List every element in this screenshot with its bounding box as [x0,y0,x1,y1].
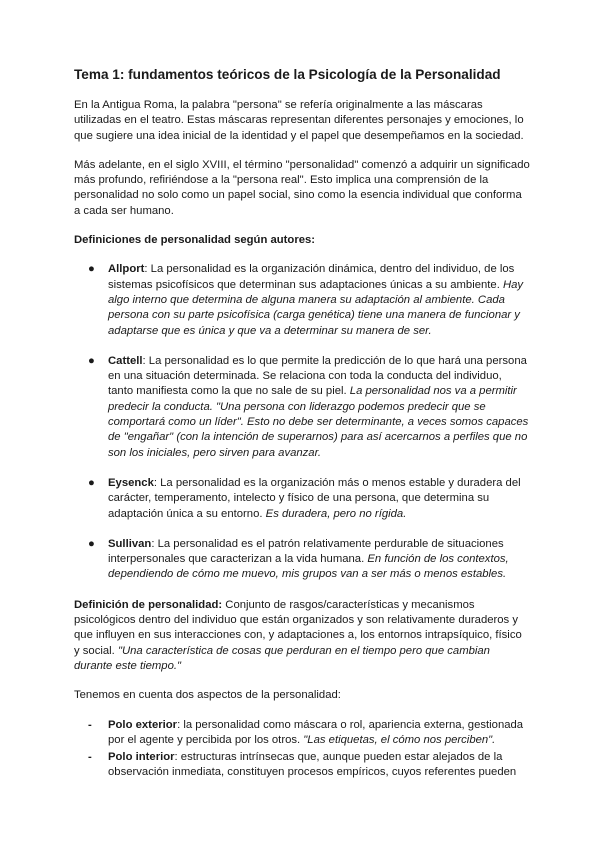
bullet-icon: ● [88,354,95,367]
author-name: Cattell [108,354,143,367]
authors-list [74,262,530,582]
page-title: Tema 1: fundamentos teóricos de la Psicología de la Personalidad [74,67,501,82]
author-name: Sullivan [108,537,152,550]
aspects-intro: Tenemos en cuenta dos aspectos de la personalidad: [74,689,341,702]
author-note: Es duradera, pero no rígida. [265,507,407,520]
author-definition: : La personalidad es la organización más o menos estable y duradera del carácter, temperamento, intelecto y físico de una persona, que determina su adaptación única a su entorno. [108,476,521,520]
pole-text: : la personalidad como máscara o rol, apariencia externa, gestionada por el agente y percibida por los otros. [108,718,524,746]
definition-paragraph [74,598,530,674]
author-definition: : La personalidad es el patrón relativamente perdurable de situaciones interpersonales que caracterizan a la vida humana. [108,537,504,566]
list-item-sullivan [88,537,530,583]
pole-note: "Las etiquetas, el cómo nos perciben". [303,733,496,746]
bullet-icon: ● [88,476,95,489]
list-item-allport [88,262,530,338]
list-item-polo-interior [88,750,530,781]
author-note: En función de los contextos, dependiendo de cómo me muevo, mis grupos van a ser más o menos estables. [108,553,509,581]
author-note: Hay algo interno que determina de alguna manera su adaptación al ambiente. Cada persona con su parte psicofísica (carga genética) tiene una manera de funcionar y adaptarse que es única y que va a determinar su manera de ser. [108,278,524,337]
list-item-polo-exterior [88,718,530,749]
author-name: Eysenck [108,476,154,489]
intro-paragraph-1: En la Antigua Roma, la palabra "persona" se refería originalmente a las máscaras utilizadas en el teatro. Estas máscaras representan diferentes personajes y emociones, lo que sugiere una idea inicial de la identidad y el papel que desempeñamos en la sociedad. [74,99,524,142]
list-item-cattell [88,354,530,461]
list-item-eysenck [88,476,530,522]
author-note: La personalidad nos va a permitir predecir la conducta. "Una persona con liderazgo podemos predecir que se comportará como un líder". Esto no debe ser determinante, a veces somos capaces de "engañar" (con la intención de superarnos) para así acercarnos a perfiles que no son los iniciales, pero sirven para avanzar. [108,385,529,459]
dash-icon: - [88,718,92,731]
authors-heading: Definiciones de personalidad según autores: [74,234,316,247]
author-definition: : La personalidad es la organización dinámica, dentro del individuo, de los sistemas psicofísicos que determinan sus adaptaciones únicas a su ambiente. [108,263,515,291]
author-definition: : La personalidad es lo que permite la predicción de lo que hará una persona en una situación determinada. Se relaciona con toda la conducta del individuo, tanto manifiesta como la que no sale de su piel. [108,354,527,398]
poles-list [74,718,530,781]
definition-note: "Una característica de cosas que perduran en el tiempo pero que cambian durante este tiempo." [74,644,490,672]
bullet-icon: ● [88,537,95,550]
intro-paragraph-2: Más adelante, en el siglo XVIII, el término "personalidad" comenzó a adquirir un significado más profundo, refiriéndose a la "persona real". Esto implica una comprensión de la personalidad no solo como un papel social, sino como la esencia individual que conforma a cada ser humano. [74,158,530,217]
definition-label: Definición de personalidad: [74,598,223,611]
author-name: Allport [108,263,145,276]
dash-icon: - [88,751,92,764]
pole-name: Polo exterior [108,718,178,731]
pole-name: Polo interior [108,751,175,764]
pole-text: : estructuras intrínsecas que, aunque pueden estar alejados de la observación inmediata, constituyen procesos empíricos, cuyos referentes pueden [108,751,517,779]
document-body [74,66,530,783]
bullet-icon: ● [88,263,95,276]
definition-text: Conjunto de rasgos/características y mecanismos psicológicos dentro del individuo que están organizados y son relativamente duraderos y que influyen en sus interacciones con, y adaptaciones a, los entornos intrapsíquico, físico y social. [74,598,522,657]
